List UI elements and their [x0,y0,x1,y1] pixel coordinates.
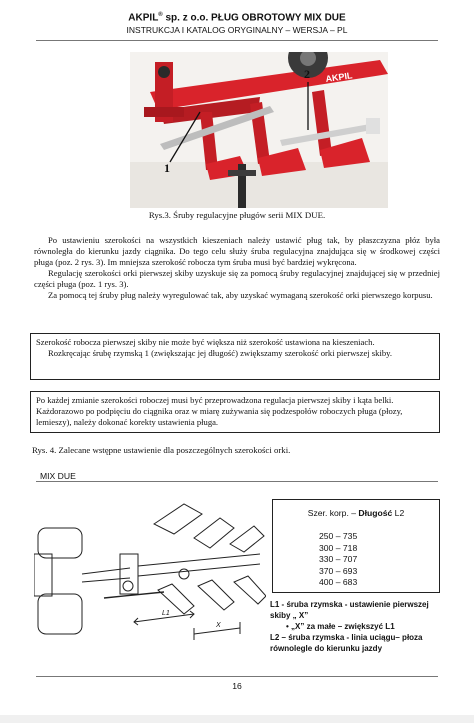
label-L1: L1 [162,610,170,617]
label-X: X [216,622,221,629]
figure-adjustment-screws-photo [130,52,388,208]
note-line-screw: Rozkręcając śrubę rzymską 1 (zwiększając jej długość) zwiększamy szerokość orki pierwszej skiby. [48,348,393,358]
table-row: 250 – 735 [319,531,358,541]
paragraph-width-setting: Po ustawieniu szerokości na wszystkich kieszeniach należy ustawić pług tak, by płaszczyzna płóz była równoległa do kierunku jazdy ciągnika. Do tego celu służy śruba regulacyjna znajdująca się w środkowej części pługa (poz. 2 rys. 3). Im mniejsza szerokość robocza tym śruba musi być bardziej wykręcona. [34,235,440,267]
figure-3-caption: Rys.3. Śruby regulacyjne pługów serii MIX DUE. [148,210,326,220]
note-line-max-width: Szerokość robocza pierwszej skiby nie może być większa niż szerokość ustawiona na kieszeniach. [36,337,375,347]
table-row: 300 – 718 [319,542,358,553]
section-label-mix-due: MIX DUE [40,471,76,481]
section-divider [36,481,438,482]
document-header-subtitle: INSTRUKCJA I KATALOG ORYGINALNY – WERSJA – PL [126,25,348,35]
note-box-first-furrow [30,333,440,380]
header-divider [36,40,438,41]
table-row: 330 – 707 [319,554,358,564]
table-row: 400 – 683 [319,577,358,587]
length-table [272,499,440,593]
callout-2: 2 [304,67,310,81]
table-row: 370 – 693 [319,565,358,576]
note-box-regulation [30,391,440,433]
bullet-icon: • [286,622,292,631]
footer-divider [36,676,438,677]
length-table-header: Szer. korp. – Długość L2 [307,508,405,518]
figure-legend [270,599,448,654]
legend-bullet: • „X” za małe – zwiększyć L1 [286,622,395,631]
note-line-regulation: Po każdej zmianie szerokości roboczej musi być przeprowadzona regulacja pierwszej skiby i kąta belki. Każdorazowo po podpięciu do ciągnika oraz w miarę zużywania się podzespołów roboczych pługa (płozy, lemieszy), należy dokonać korekty ustawienia pługa. [36,395,403,427]
figure-setting-diagram [34,494,266,654]
figure-4-caption: Rys. 4. Zalecane wstępne ustawienie dla poszczególnych szerokości orki. [32,445,291,455]
legend-l2: L2 – śruba rzymska - linia uciągu– płoza równolegle do kierunku jazdy [270,633,423,653]
paragraph-first-furrow: Regulację szerokości orki pierwszej skiby uzyskuje się za pomocą śruby regulacyjnej znajdującej się w przedniej części pługa (poz. 1 rys. 3). [34,268,440,289]
document-header-title: AKPIL® sp. z o.o. PŁUG OBROTOWY MIX DUE [128,12,346,24]
bottom-strip [0,715,474,723]
page-number: 16 [232,681,242,691]
length-table-rows [319,531,357,589]
legend-l1: L1 - śruba rzymska - ustawienie pierwszej skiby „ X” [270,600,429,620]
body-text [34,235,440,301]
akpil-logo: AKPIL [324,70,354,84]
callout-1: 1 [164,161,170,175]
paragraph-screw-adjust: Za pomocą tej śruby pług należy wyregulować tak, aby uzyskać wymaganą szerokość orki pierwszego korpusu. [48,290,433,300]
